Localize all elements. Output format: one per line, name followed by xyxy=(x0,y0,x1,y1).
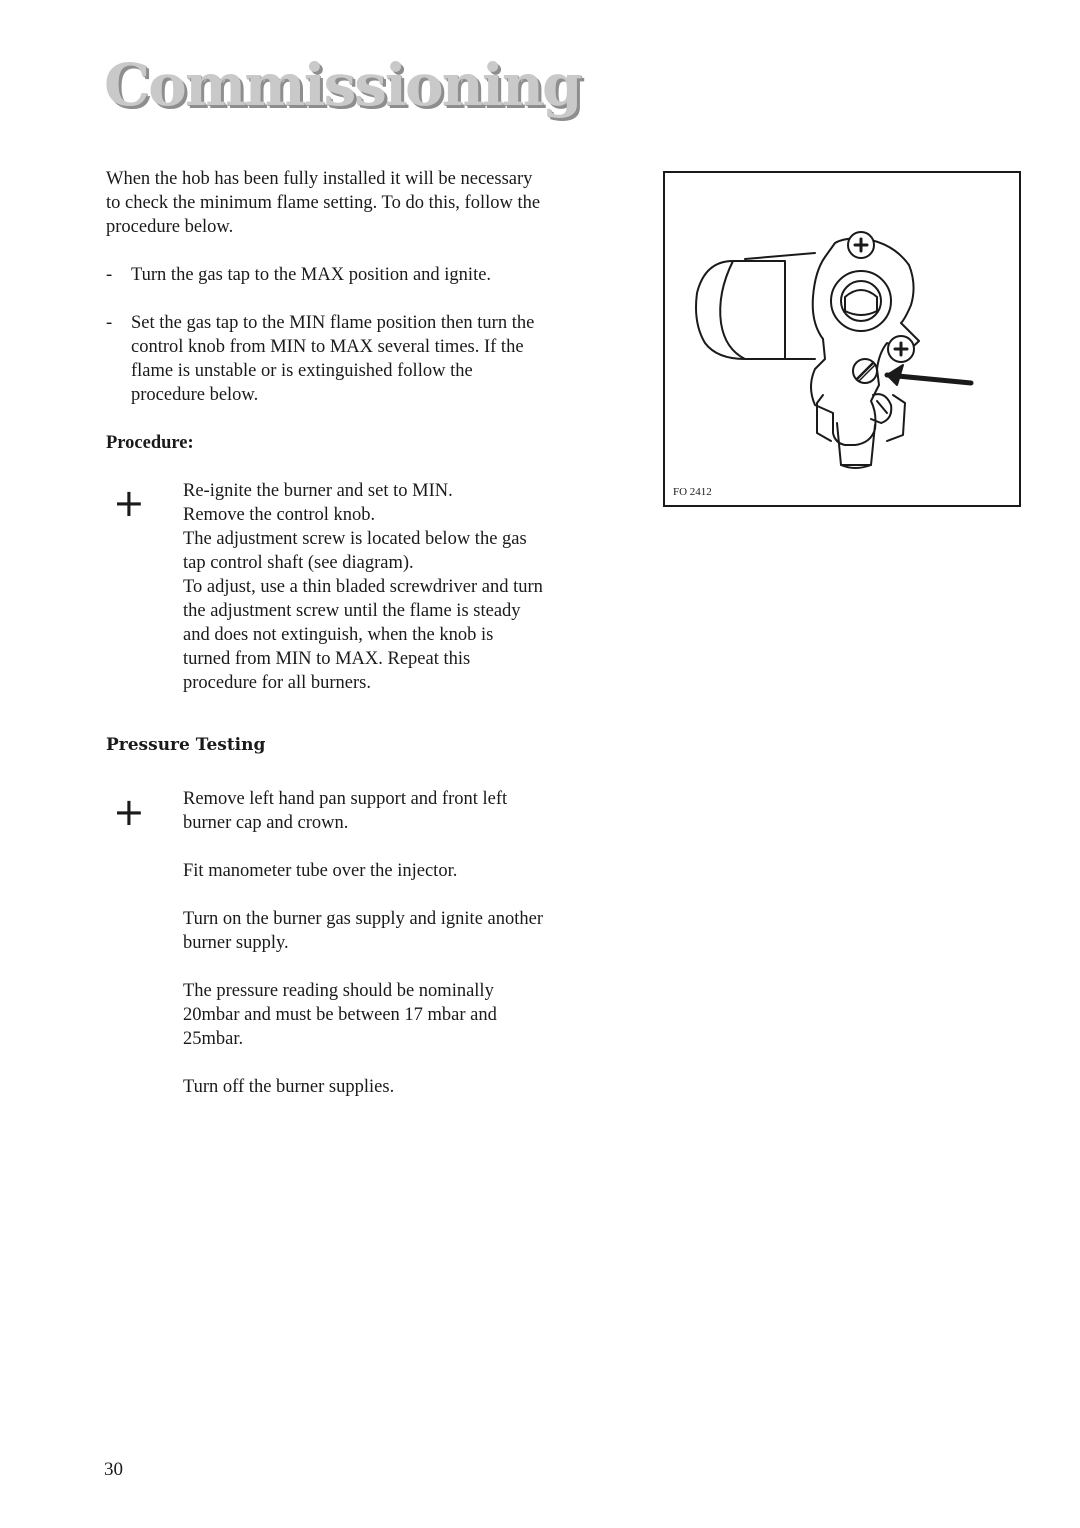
gas-tap-figure xyxy=(663,171,1021,507)
instruction-item xyxy=(106,263,546,287)
pressure-testing-steps xyxy=(183,787,543,1123)
dash-marker: - xyxy=(106,265,113,285)
instruction-item xyxy=(106,311,546,407)
pressure-step: The pressure reading should be nominally 20mbar and must be between 17 mbar and 25mbar. xyxy=(183,981,497,1049)
figure-label: FO 2412 xyxy=(673,486,712,498)
intro-paragraph: When the hob has been fully installed it will be necessary to check the minimum flame setting. To do this, follow the procedure below. xyxy=(106,169,541,237)
dash-marker: - xyxy=(106,313,113,333)
pressure-step: Fit manometer tube over the injector. xyxy=(183,861,458,881)
pressure-step: Turn off the burner supplies. xyxy=(183,1077,395,1097)
plus-icon: + xyxy=(113,790,145,834)
procedure-steps xyxy=(183,479,543,695)
procedure-line: The adjustment screw is located below the gas tap control shaft (see diagram). xyxy=(183,529,527,573)
procedure-line: Remove the control knob. xyxy=(183,505,376,525)
pressure-testing-heading: Pressure Testing xyxy=(106,735,266,755)
instruction-text: Turn the gas tap to the MAX position and ignite. xyxy=(131,265,492,285)
plus-icon: + xyxy=(113,481,145,525)
page-title: Commissioning xyxy=(104,51,581,119)
gas-tap-diagram-icon xyxy=(665,173,1019,505)
pressure-step: Remove left hand pan support and front left burner cap and crown. xyxy=(183,789,508,833)
procedure-line: To adjust, use a thin bladed screwdriver and turn the adjustment screw until the flame is steady and does not extinguish, when the knob is turned from MIN to MAX. Repeat this procedure for all burners. xyxy=(183,577,543,693)
instruction-text: Set the gas tap to the MIN flame position then turn the control knob from MIN to MAX several times. If the flame is unstable or is extinguished follow the procedure below. xyxy=(131,313,535,405)
page-number: 30 xyxy=(104,1459,123,1480)
procedure-line: Re-ignite the burner and set to MIN. xyxy=(183,481,453,501)
pressure-step: Turn on the burner gas supply and ignite another burner supply. xyxy=(183,909,544,953)
procedure-heading: Procedure: xyxy=(106,433,194,453)
